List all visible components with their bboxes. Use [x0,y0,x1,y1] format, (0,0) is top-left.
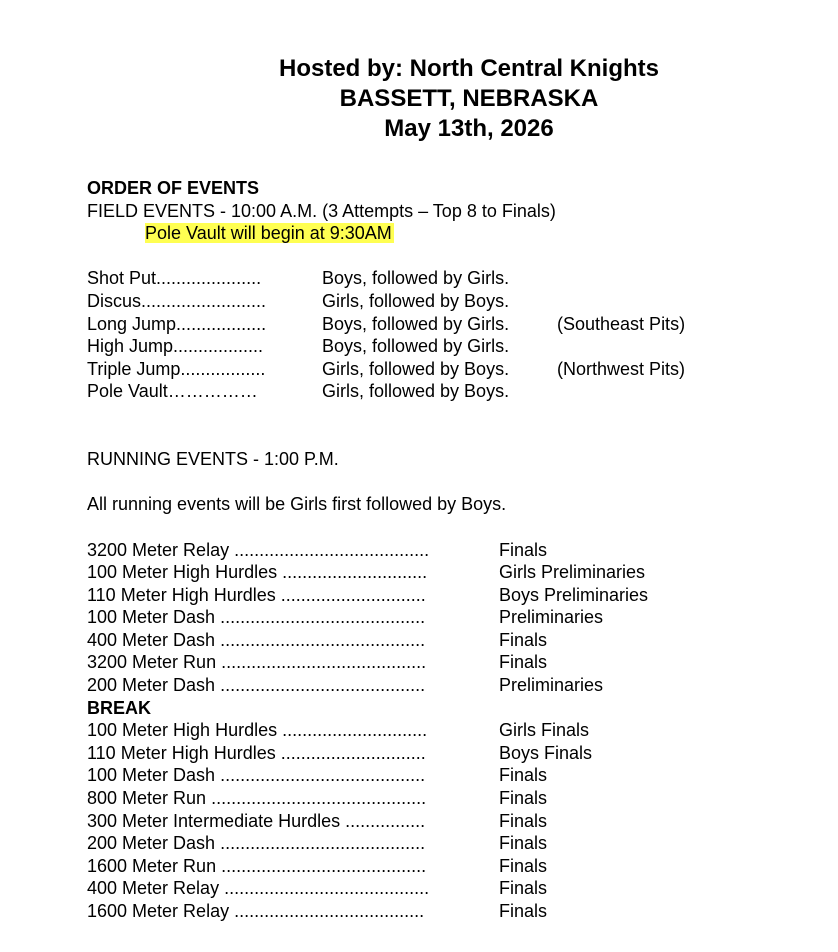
event-order: Boys, followed by Girls. [322,336,510,357]
table-row [87,742,807,765]
event-name: Pole Vault…………… [87,381,258,402]
event-name: 200 Meter Dash ......................................... [87,833,426,854]
event-round: Preliminaries [499,607,604,628]
event-order: Girls, followed by Boys. [322,381,510,402]
table-row [87,606,807,629]
event-order: Boys, followed by Girls. [322,313,510,334]
event-name: 1600 Meter Run ......................................... [87,855,427,876]
event-round: Finals [499,765,548,786]
table-row [87,877,807,900]
pole-vault-note: Pole Vault will begin at 9:30AM [145,223,392,244]
location-line: BASSETT, NEBRASKA [339,85,599,112]
event-name: 200 Meter Dash ......................................... [87,675,426,696]
meet-header [0,54,838,144]
table-row [87,810,807,833]
table-row [87,787,807,810]
table-row [87,764,807,787]
table-row [87,629,807,652]
table-row [87,651,807,674]
event-order: Girls, followed by Boys. [322,290,510,311]
event-name: 400 Meter Relay ......................................... [87,878,430,899]
event-round: Boys Preliminaries [499,584,649,605]
date-line: May 13th, 2026 [384,115,554,142]
table-row [87,900,807,923]
event-name: Shot Put..................... [87,268,262,289]
event-round: Girls Finals [499,720,590,741]
event-location: (Southeast Pits) [557,313,686,334]
event-name: 100 Meter High Hurdles ............................. [87,562,428,583]
event-name: 300 Meter Intermediate Hurdles ................ [87,810,426,831]
spacer [87,403,807,448]
spacer [87,245,807,268]
list-item [87,267,807,290]
event-round: Finals [499,539,548,560]
field-events-heading: FIELD EVENTS - 10:00 A.M. (3 Attempts – Top 8 to Finals) [87,200,556,221]
event-round: Finals [499,901,548,921]
running-events-note: All running events will be Girls first followed by Boys. [87,494,507,515]
list-item [87,358,807,381]
event-order: Girls, followed by Boys. [322,358,510,379]
order-of-events-heading: ORDER OF EVENTS [87,178,260,198]
event-name: 400 Meter Dash ......................................... [87,629,426,650]
event-round: Boys Finals [499,742,593,763]
table-row [87,719,807,742]
event-name: Discus......................... [87,290,267,311]
field-events-list [87,267,807,403]
event-name: Long Jump.................. [87,313,267,334]
running-events-list [87,539,807,923]
spacer [87,471,807,494]
table-row [87,674,807,697]
list-item [87,313,807,336]
host-line: Hosted by: North Central Knights [278,55,659,82]
event-name: 100 Meter Dash ......................................... [87,607,426,628]
spacer [87,516,807,539]
event-round: Finals [499,629,548,650]
event-location: (Northwest Pits) [557,358,686,379]
event-round: Finals [499,652,548,673]
list-item [87,335,807,358]
event-name: 110 Meter High Hurdles ............................. [87,584,426,605]
event-name: 3200 Meter Run ......................................... [87,652,427,673]
event-round: Finals [499,878,548,899]
event-order: Boys, followed by Girls. [322,268,510,289]
event-round: Finals [499,810,548,831]
table-row [87,832,807,855]
pole-vault-note-line [87,222,807,245]
event-name: 800 Meter Run ........................................... [87,788,427,809]
break-label: BREAK [87,697,152,718]
event-round: Girls Preliminaries [499,562,646,583]
event-name: 100 Meter High Hurdles ............................. [87,720,428,741]
event-name: 110 Meter High Hurdles ............................. [87,742,426,763]
event-name: 100 Meter Dash ......................................... [87,765,426,786]
event-round: Finals [499,788,548,809]
table-row [87,855,807,878]
table-row [87,584,807,607]
running-events-heading: RUNNING EVENTS - 1:00 P.M. [87,449,339,470]
table-row [87,539,807,562]
event-name: High Jump.................. [87,336,264,357]
event-name: Triple Jump................. [87,358,266,379]
list-item [87,380,807,403]
schedule-body [87,177,807,923]
event-round: Finals [499,833,548,854]
event-name: 1600 Meter Relay ...................................... [87,901,425,921]
event-round: Preliminaries [499,675,604,696]
list-item [87,290,807,313]
event-name: 3200 Meter Relay ....................................... [87,539,430,560]
table-row [87,561,807,584]
event-round: Finals [499,855,548,876]
